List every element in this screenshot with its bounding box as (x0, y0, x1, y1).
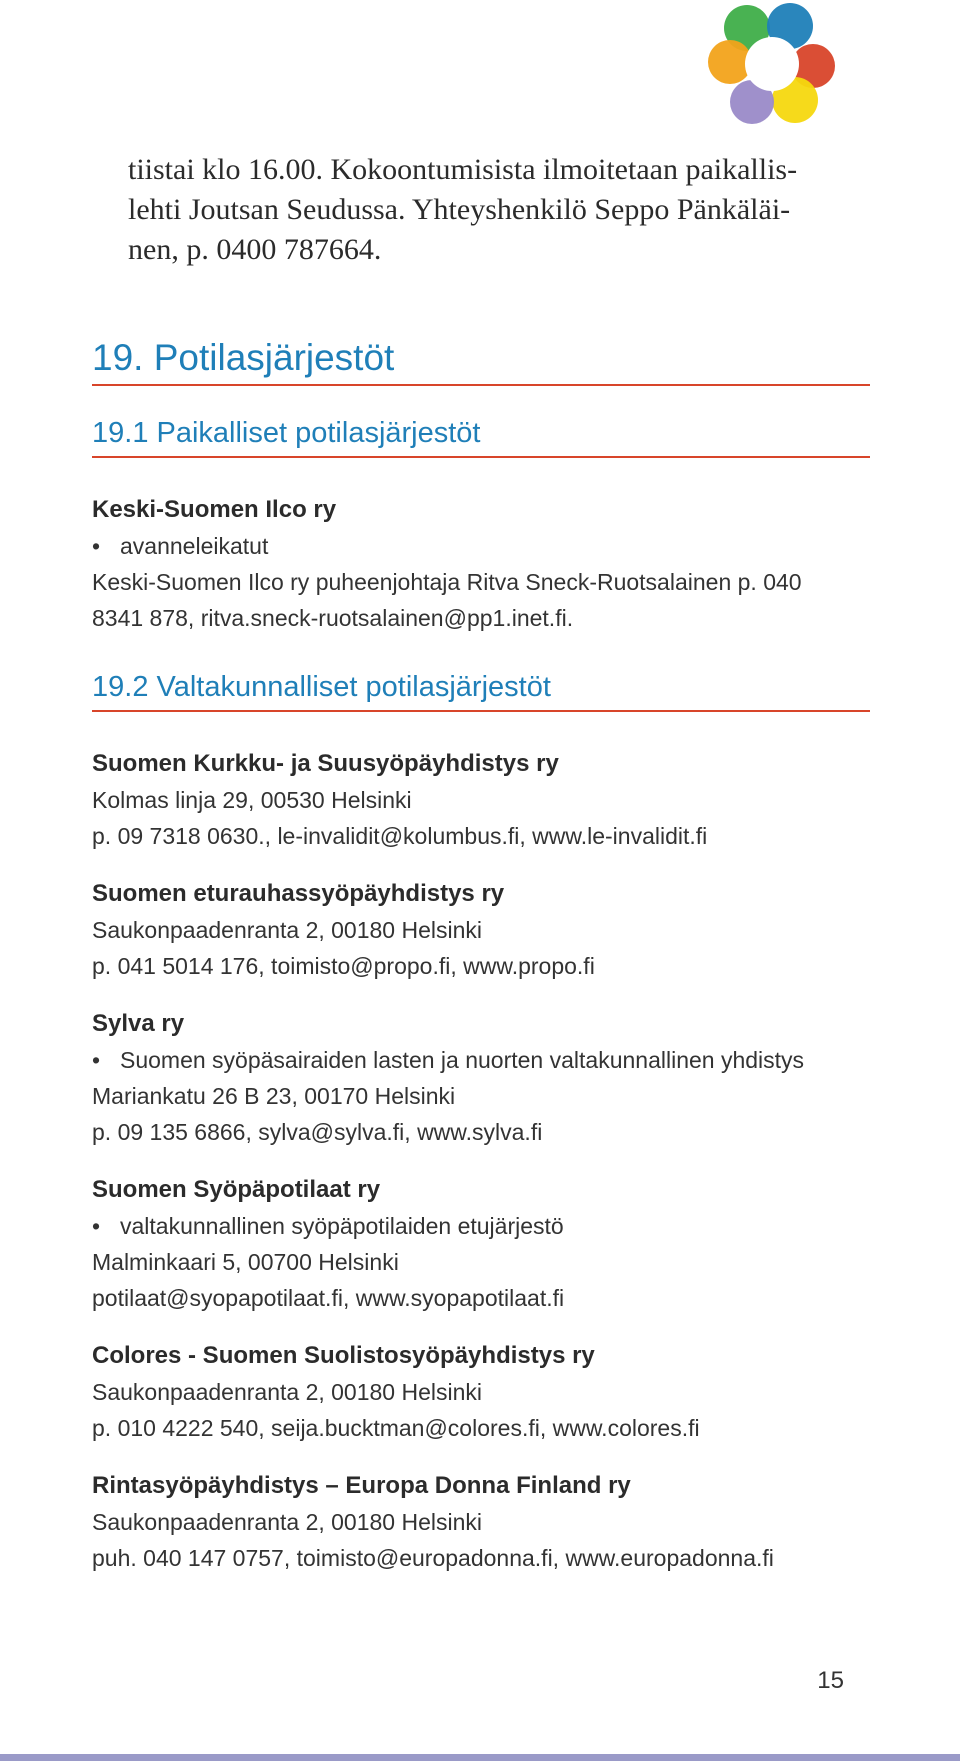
org-contact: p. 010 4222 540, seija.bucktman@colores.fi, www.colores.fi (92, 1415, 700, 1441)
bottom-decorative-bar (0, 1754, 960, 1761)
org-address: Saukonpaadenranta 2, 00180 Helsinki (92, 1379, 483, 1405)
intro-paragraph (128, 150, 868, 270)
org-bullet: • valtakunnallinen syöpäpotilaiden etujärjestö (92, 1208, 870, 1244)
org-contact: p. 041 5014 176, toimisto@propo.fi, www.propo.fi (92, 953, 595, 979)
page-number: 15 (817, 1667, 844, 1694)
org-entry (92, 1338, 870, 1446)
org-bullet: • Suomen syöpäsairaiden lasten ja nuorten valtakunnallinen yhdistys (92, 1042, 870, 1078)
org-name: Rintasyöpäyhdistys – Europa Donna Finland ry (92, 1472, 631, 1499)
org-line: 8341 878, ritva.sneck-ruotsalainen@pp1.inet.fi. (92, 605, 574, 631)
org-address: Kolmas linja 29, 00530 Helsinki (92, 787, 412, 813)
org-entry (92, 876, 870, 984)
org-entry (92, 1468, 870, 1576)
org-entry (92, 1006, 870, 1150)
org-address: Malminkaari 5, 00700 Helsinki (92, 1249, 399, 1275)
org-address: Saukonpaadenranta 2, 00180 Helsinki (92, 1509, 483, 1535)
org-contact: potilaat@syopapotilaat.fi, www.syopapotilaat.fi (92, 1285, 565, 1311)
chapter-heading: 19. Potilasjärjestöt (92, 336, 870, 386)
org-contact: p. 09 7318 0630., le-invalidit@kolumbus.fi, www.le-invalidit.fi (92, 823, 708, 849)
intro-line: lehti Joutsan Seudussa. Yhteyshenkilö Seppo Pänkäläi- (128, 193, 791, 226)
org-address: Saukonpaadenranta 2, 00180 Helsinki (92, 917, 483, 943)
org-contact: puh. 040 147 0757, toimisto@europadonna.fi, www.europadonna.fi (92, 1545, 774, 1571)
org-entry (92, 746, 870, 854)
org-name: Suomen Syöpäpotilaat ry (92, 1176, 381, 1203)
org-line: Keski-Suomen Ilco ry puheenjohtaja Ritva Sneck-Ruotsalainen p. 040 (92, 569, 802, 595)
org-address: Mariankatu 26 B 23, 00170 Helsinki (92, 1083, 456, 1109)
section-heading-local: 19.1 Paikalliset potilasjärjestöt (92, 414, 870, 458)
org-name: Suomen eturauhassyöpäyhdistys ry (92, 880, 505, 907)
org-name: Colores - Suomen Suolistosyöpäyhdistys ry (92, 1342, 595, 1369)
org-bullet: • avanneleikatut (92, 528, 870, 564)
org-entry (92, 492, 870, 636)
org-name: Keski-Suomen Ilco ry (92, 496, 337, 523)
intro-line: nen, p. 0400 787664. (128, 233, 382, 266)
org-entry (92, 1172, 870, 1316)
org-name: Suomen Kurkku- ja Suusyöpäyhdistys ry (92, 750, 559, 777)
flower-circle-logo-icon (700, 0, 850, 130)
section-heading-national: 19.2 Valtakunnalliset potilasjärjestöt (92, 668, 870, 712)
org-contact: p. 09 135 6866, sylva@sylva.fi, www.sylva.fi (92, 1119, 543, 1145)
org-name: Sylva ry (92, 1010, 185, 1037)
main-content (92, 336, 870, 1576)
intro-line: tiistai klo 16.00. Kokoontumisista ilmoitetaan paikallis- (128, 153, 798, 186)
